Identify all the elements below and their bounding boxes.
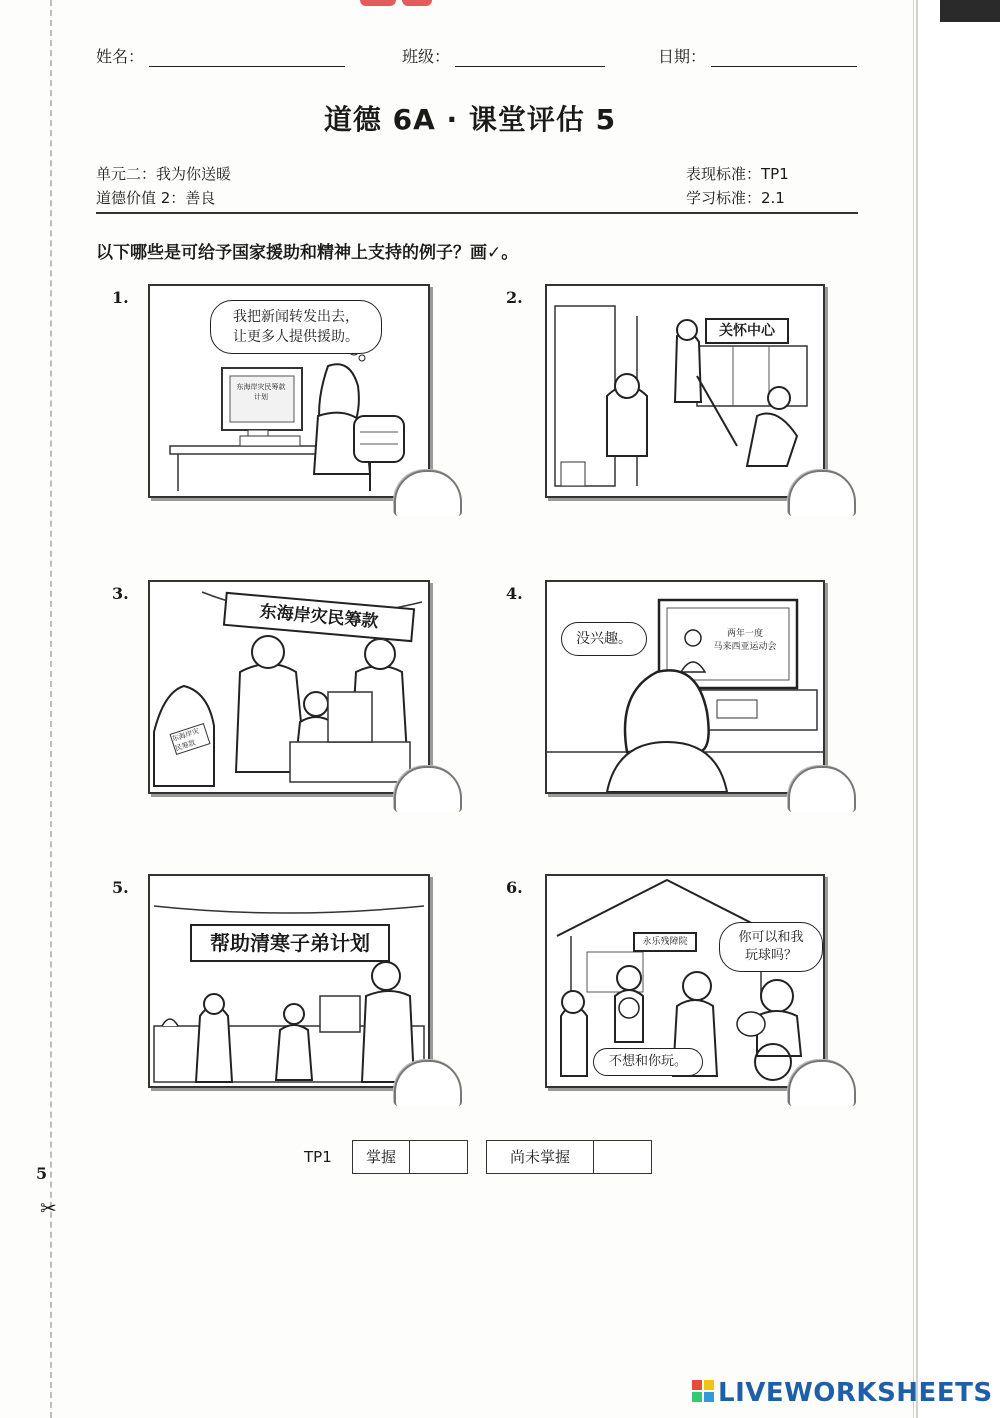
speech-bubble: 不想和你玩。 [593, 1048, 703, 1076]
mastered-checkbox[interactable] [352, 1140, 468, 1174]
name-field [96, 44, 345, 67]
panel-3-illustration [148, 580, 430, 794]
panel-number: 5. [112, 878, 129, 897]
panel-1-illustration [148, 284, 430, 498]
performance-standard: 表现标准：TP1 [686, 165, 789, 183]
panel-number: 1. [112, 288, 129, 307]
tp-label: TP1 [304, 1148, 332, 1166]
name-input-line[interactable] [149, 48, 345, 67]
scissors-icon: ✂ [40, 1196, 57, 1220]
panel-2-illustration [545, 284, 825, 498]
tick-box-3[interactable] [394, 766, 462, 812]
scan-corner [940, 0, 1000, 22]
tv-scene-drawing [547, 582, 823, 792]
tv-screen-text: 两年一度 马来西亚运动会 [713, 629, 777, 652]
donation-box-label: 东海岸灾民筹款 [169, 723, 210, 755]
unit-label: 单元二：我为你送暖 [96, 165, 232, 183]
date-field [658, 44, 857, 67]
class-label: 班级： [402, 47, 451, 66]
scan-fold-line [913, 0, 914, 1418]
tick-box-4[interactable] [788, 766, 856, 812]
name-label: 姓名： [96, 47, 145, 66]
mastered-label: 掌握 [353, 1141, 410, 1173]
speech-bubble: 没兴趣。 [561, 622, 647, 656]
charity-banner: 帮助清寒子弟计划 [190, 924, 390, 962]
tick-box-1[interactable] [394, 470, 462, 516]
panel-5-illustration [148, 874, 430, 1088]
panel-number: 3. [112, 584, 129, 603]
tick-box-2[interactable] [788, 470, 856, 516]
date-label: 日期： [658, 47, 707, 66]
panel-number: 4. [506, 584, 523, 603]
home-sign: 永乐残障院 [633, 932, 697, 952]
liveworksheets-logo-icon [692, 1380, 714, 1406]
tick-box-6[interactable] [788, 1060, 856, 1106]
panel-number: 2. [506, 288, 523, 307]
unit-info [96, 162, 231, 210]
class-input-line[interactable] [455, 48, 605, 67]
panel-number: 6. [506, 878, 523, 897]
divider [96, 212, 858, 214]
red-mark [360, 0, 396, 6]
red-mark [402, 0, 432, 6]
charity-scene-drawing [150, 876, 428, 1086]
question-text: 以下哪些是可给予国家援助和精神上支持的例子？画✓。 [96, 243, 519, 263]
value-label: 道德价值 2：善良 [96, 189, 216, 207]
screen-text: 东海岸灾民筹款计划 [236, 383, 286, 401]
tick-box-5[interactable] [394, 1060, 462, 1106]
panel-6-illustration [545, 874, 825, 1088]
center-sign: 关怀中心 [705, 318, 789, 344]
not-mastered-label: 尚未掌握 [487, 1141, 594, 1173]
speech-bubble: 我把新闻转发出去， 让更多人提供援助。 [210, 300, 382, 354]
page-number: 5 [36, 1164, 48, 1183]
class-field [402, 44, 605, 67]
page-title: 道德 6A · 课堂评估 5 [323, 103, 617, 136]
panel-4-illustration [545, 580, 825, 794]
not-mastered-checkbox[interactable] [486, 1140, 652, 1174]
fundraising-banner: 东海岸灾民筹款 [223, 592, 415, 642]
watermark: LIVEWORKSHEETS [718, 1378, 993, 1408]
standards-info [686, 162, 789, 210]
learning-standard: 学习标准：2.1 [686, 189, 785, 207]
scan-edge [916, 0, 1000, 1418]
date-input-line[interactable] [711, 48, 857, 67]
speech-bubble: 你可以和我 玩球吗？ [719, 922, 823, 972]
